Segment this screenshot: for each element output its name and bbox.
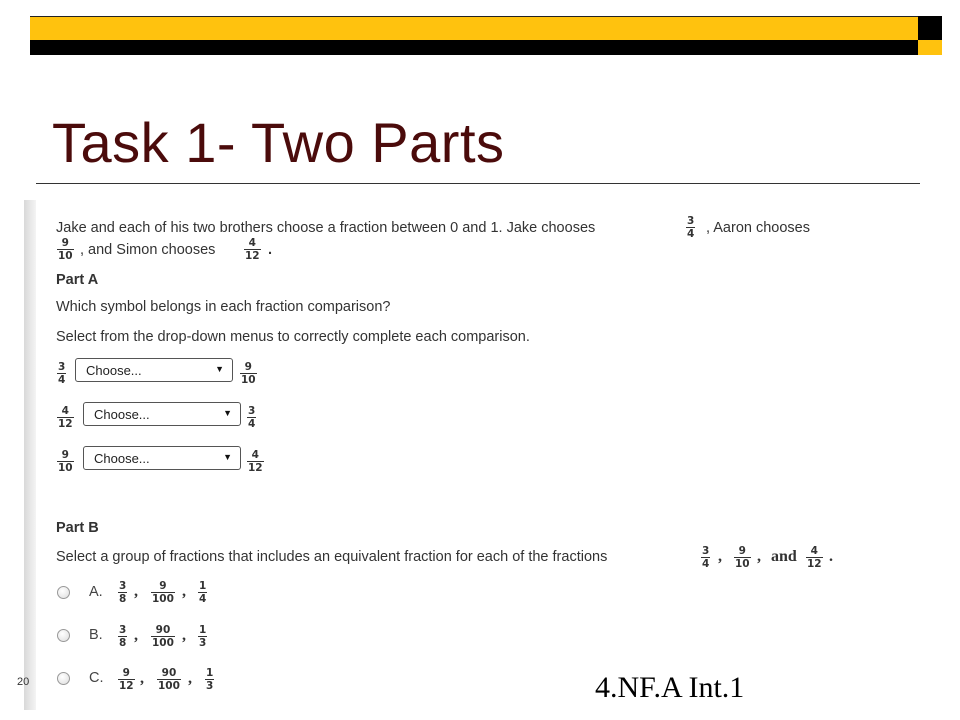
slide-page-number: 20 [17,676,30,688]
intro-text-2: , Aaron chooses [706,220,810,236]
option-c-radio[interactable] [57,672,70,685]
option-c-fraction-2: $\frac{90}{100}$ [158,667,180,692]
comparison-1-right-fraction: $\frac{9}{10}$ [241,361,256,386]
option-b-fraction-3: $\frac{1}{3}$ [199,624,207,649]
option-b-radio[interactable] [57,629,70,642]
header-black-square [918,16,942,40]
title-divider [36,183,920,184]
slide-title: Task 1- Two Parts [52,111,505,174]
comparison-3-right-fraction: $\frac{4}{12}$ [248,449,263,474]
option-a-fraction-3: $\frac{1}{4}$ [199,580,207,605]
option-c-label: C. [89,670,104,686]
header-yellow-square [918,40,942,55]
part-b-fraction-2: $\frac{9}{10}$ [735,545,750,570]
option-a-radio[interactable] [57,586,70,599]
comparison-2-dropdown-value: Choose... [94,407,150,422]
part-b-and: and [771,548,797,565]
option-c-fraction-3: $\frac{1}{3}$ [206,667,214,692]
comma: , [134,583,138,600]
comparison-2-dropdown[interactable] [83,402,241,426]
chevron-down-icon: ▼ [223,408,232,418]
option-a-fraction-1: $\frac{3}{8}$ [119,580,127,605]
comma: , [140,670,144,687]
header-black-bar [30,40,918,55]
option-b-label: B. [89,627,103,643]
comparison-2-left-fraction: $\frac{4}{12}$ [58,405,73,430]
option-a-fraction-2: $\frac{9}{100}$ [152,580,174,605]
part-b-fraction-1: $\frac{3}{4}$ [702,545,710,570]
part-a-heading: Part A [56,272,99,288]
intro-text-3: , and Simon chooses [80,242,216,258]
header-yellow-bar [30,16,918,41]
standard-code: 4.NF.A Int.1 [595,671,745,704]
comparison-1-dropdown-value: Choose... [86,363,142,378]
part-b-heading: Part B [56,520,99,536]
part-a-instruction: Select from the drop-down menus to correctly complete each comparison. [56,329,530,345]
fraction-jake: $\frac{3}{4}$ [687,215,695,240]
comparison-3-dropdown-value: Choose... [94,451,150,466]
comma: , [182,583,186,600]
comma: , [134,627,138,644]
part-b-fraction-3: $\frac{4}{12}$ [807,545,822,570]
comma: , [718,548,722,565]
comma: , [188,670,192,687]
option-b-fraction-2: $\frac{90}{100}$ [152,624,174,649]
part-a-question: Which symbol belongs in each fraction comparison? [56,299,391,315]
option-b-fraction-1: $\frac{3}{8}$ [119,624,127,649]
comparison-3-left-fraction: $\frac{9}{10}$ [58,449,73,474]
intro-period: . [268,242,273,258]
chevron-down-icon: ▼ [215,364,224,374]
panel-left-edge [24,200,36,710]
comma: , [182,627,186,644]
chevron-down-icon: ▼ [223,452,232,462]
fraction-simon: $\frac{4}{12}$ [245,237,260,262]
intro-text-1: Jake and each of his two brothers choose a fraction between 0 and 1. Jake chooses [56,220,596,236]
comparison-1-left-fraction: $\frac{3}{4}$ [58,361,66,386]
option-a-label: A. [89,584,103,600]
comparison-2-right-fraction: $\frac{3}{4}$ [248,405,256,430]
comma: , [757,548,761,565]
comparison-3-dropdown[interactable] [83,446,241,470]
period: . [829,548,833,565]
option-c-fraction-1: $\frac{9}{12}$ [119,667,134,692]
comparison-1-dropdown[interactable] [75,358,233,382]
part-b-question: Select a group of fractions that includes an equivalent fraction for each of the fractions [56,549,608,565]
fraction-aaron: $\frac{9}{10}$ [58,237,73,262]
